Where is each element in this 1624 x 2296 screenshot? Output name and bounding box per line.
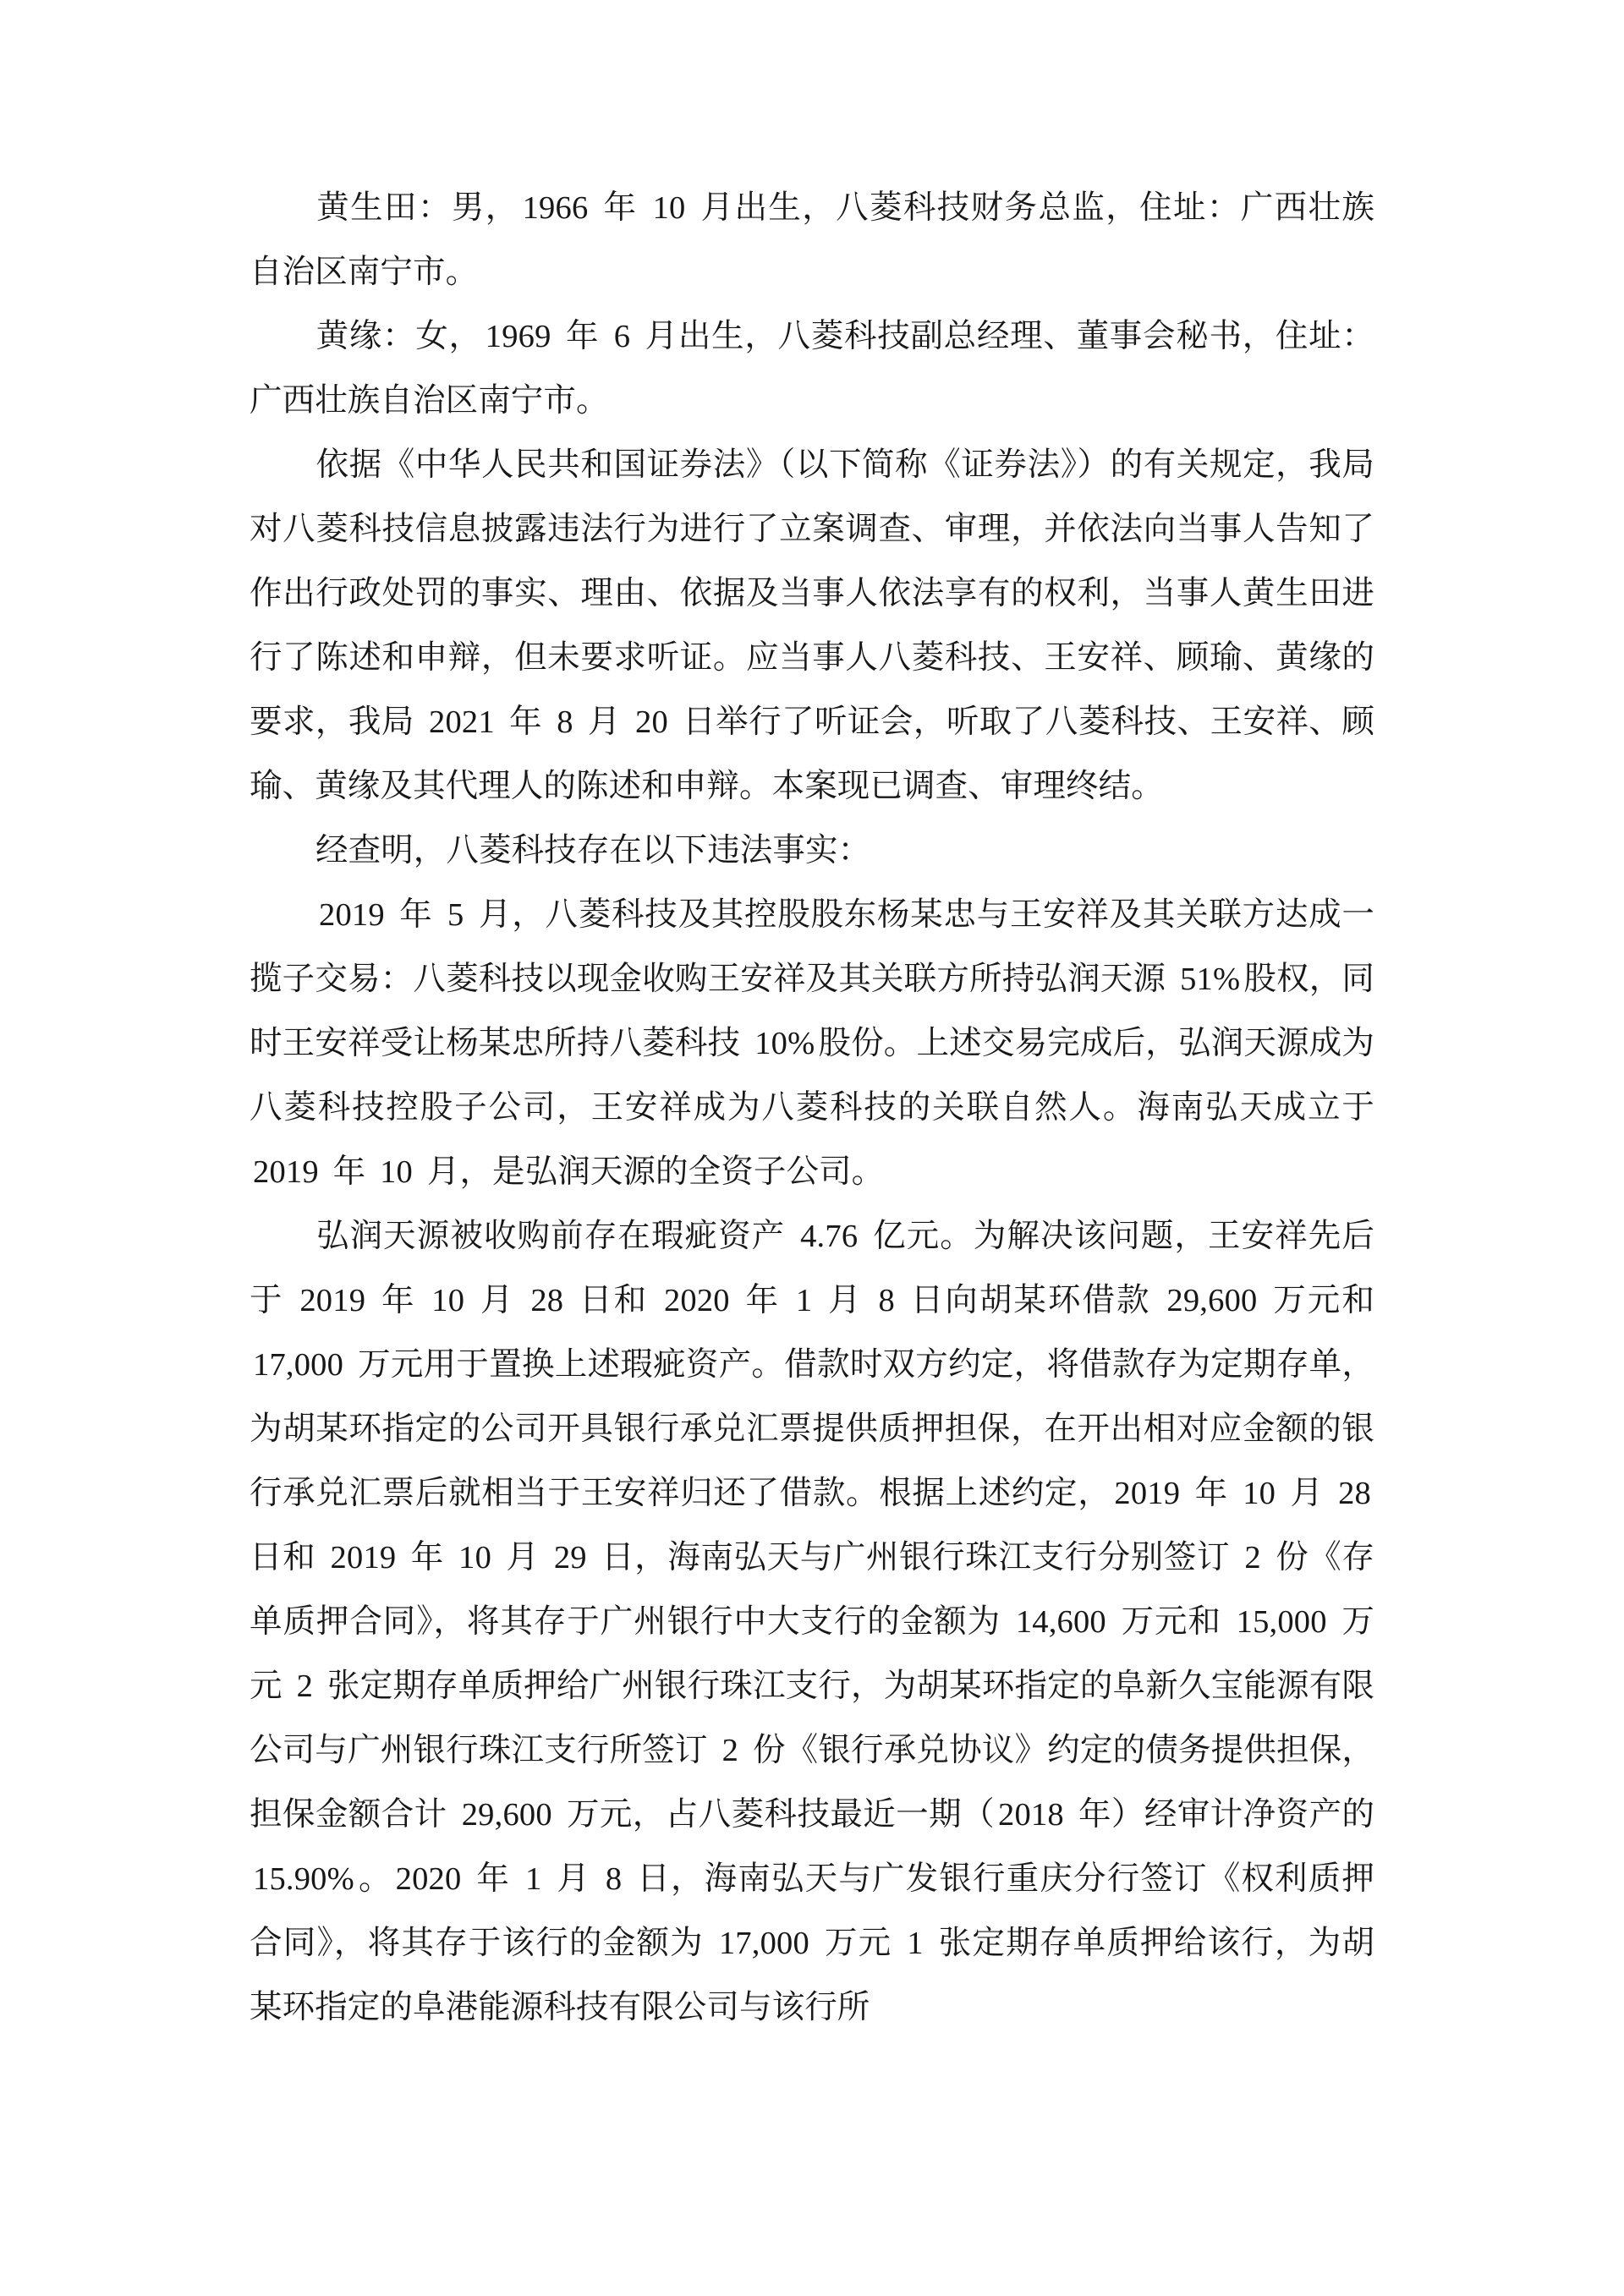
numeric-run: 2019 bbox=[319, 897, 385, 933]
paragraph-huang-yuan bbox=[250, 304, 1374, 433]
numeric-run: 29,600 bbox=[1166, 1283, 1258, 1318]
numeric-run: 1969 bbox=[485, 319, 551, 354]
numeric-run: 2019 bbox=[1114, 1476, 1181, 1511]
paragraph-findings-intro bbox=[250, 819, 1374, 883]
paragraph-flawed-assets-and-pledges bbox=[250, 1204, 1374, 2040]
numeric-run: 8 bbox=[605, 1861, 623, 1897]
numeric-run: 2021 bbox=[429, 704, 495, 740]
paragraph-text: 黄缘：女， 1969 年 6 月出生，八菱科技副总经理、董事会秘书，住址：广西壮族自治区南宁市。 bbox=[250, 317, 1374, 419]
paragraph-text: 2019 年 5 月，八菱科技及其控股股东杨某忠与王安祥及其关联方达成一揽子交易：八菱科技以现金收购王安祥及其关联方所持弘润天源 51% 股权，同时王安祥受让杨某忠所持八菱科技 10% 股份。上述交易完成后，弘润天源成为八菱科技控股子公司，王安祥成为八菱科技的关联自然人。海南弘天成立于 2019 年 10 月，是弘润天源的全资子公司。 bbox=[250, 896, 1375, 1191]
numeric-run: 15,000 bbox=[1236, 1604, 1327, 1640]
numeric-run: 4.76 bbox=[800, 1219, 859, 1254]
numeric-run: 5 bbox=[447, 897, 464, 933]
numeric-run: 10 bbox=[652, 190, 686, 226]
numeric-run: 20 bbox=[635, 704, 668, 740]
numeric-run: 2019 bbox=[299, 1283, 366, 1318]
numeric-run: 1 bbox=[795, 1283, 813, 1318]
numeric-run: 6 bbox=[613, 319, 631, 354]
numeric-run: 29,600 bbox=[461, 1797, 552, 1833]
numeric-run: 2019 bbox=[253, 1154, 319, 1190]
numeric-run: 51% bbox=[1180, 962, 1241, 997]
numeric-run: 2 bbox=[721, 1733, 739, 1768]
numeric-run: 17,000 bbox=[253, 1347, 344, 1383]
page-text-body bbox=[250, 176, 1374, 2040]
paragraph-text: 经查明，八菱科技存在以下违法事实： bbox=[315, 831, 871, 869]
numeric-run: 1 bbox=[907, 1926, 924, 1961]
paragraph-text: 黄生田：男， 1966 年 10 月出生，八菱科技财务总监，住址：广西壮族自治区南宁市。 bbox=[250, 189, 1375, 291]
numeric-run: 1966 bbox=[522, 190, 589, 226]
numeric-run: 10 bbox=[458, 1540, 492, 1575]
numeric-run: 28 bbox=[1338, 1476, 1371, 1511]
numeric-run: 10 bbox=[431, 1283, 465, 1318]
numeric-run: 10% bbox=[754, 1026, 815, 1061]
numeric-run: 2020 bbox=[663, 1283, 730, 1318]
numeric-run: 10 bbox=[1243, 1476, 1276, 1511]
numeric-run: 2018 bbox=[998, 1797, 1064, 1833]
numeric-run: 2 bbox=[1244, 1540, 1261, 1575]
numeric-run: 2020 bbox=[395, 1861, 462, 1897]
numeric-run: 10 bbox=[380, 1154, 413, 1190]
numeric-run: 2 bbox=[296, 1669, 314, 1704]
numeric-run: 14,600 bbox=[1015, 1604, 1106, 1640]
numeric-run: 1 bbox=[524, 1861, 542, 1897]
numeric-run: 8 bbox=[878, 1283, 895, 1318]
numeric-run: 29 bbox=[553, 1540, 587, 1575]
numeric-run: 2019 bbox=[330, 1540, 397, 1575]
paragraph-huang-shengtian bbox=[250, 176, 1374, 304]
numeric-run: 15.90% bbox=[253, 1861, 354, 1897]
numeric-run: 17,000 bbox=[718, 1926, 809, 1961]
paragraph-text: 弘润天源被收购前存在瑕疵资产 4.76 亿元。为解决该问题，王安祥先后于 2019 年 10 月 28 日和 2020 年 1 月 8 日向胡某环借款 29,600 万元和 17,000 万元用于置换上述瑕疵资产。借款时双方约定，将借款存为定期存单，为胡某环指定的公司开具银行承兑汇票提供质押担保，在开出相对应金额的银行承兑汇票后就相当于王安祥归还了借款。根据上述约定， 2019 年 10 月 28 日和 2019 年 10 月 29 日，海南弘天与广州银行珠江支行分别签订 2 份《存单质押合同》，将其存于广州银行中大支行的金额为 14,600 万元和 15,000 万元 2 张定期存单质押给广州银行珠江支行，为胡某环指定的阜新久宝能源有限公司与广州银行珠江支行所签订 2 份《银行承兑协议》约定的债务提供担保，担保金额合计 29,600 万元，占八菱科技最近一期（ 2018 年）经审计净资产的 15.90% 。 2020 年 1 月 8 日，海南弘天与广发银行重庆分行签订《权利质押合同》，将其存于该行的金额为 17,000 万元 1 张定期存单质押给该行，为胡某环指定的阜港能源科技有限公司与该行所 bbox=[250, 1217, 1375, 2026]
numeric-run: 8 bbox=[557, 704, 573, 740]
numeric-run: 28 bbox=[530, 1283, 564, 1318]
paragraph-legal-basis-and-hearing bbox=[250, 433, 1374, 819]
paragraph-transaction-2019 bbox=[250, 883, 1374, 1204]
paragraph-text: 依据《中华人民共和国证券法》（以下简称《证券法》）的有关规定，我局对八菱科技信息披露违法行为进行了立案调查、审理，并依法向当事人告知了作出行政处罚的事实、理由、依据及当事人依法享有的权利，当事人黄生田进行了陈述和申辩，但未要求听证。应当事人八菱科技、王安祥、顾瑜、黄缘的要求，我局 2021 年 8 月 20 日举行了听证会，听取了八菱科技、王安祥、顾瑜、黄缘及其代理人的陈述和申辩。本案现已调查、审理终结。 bbox=[250, 446, 1374, 805]
